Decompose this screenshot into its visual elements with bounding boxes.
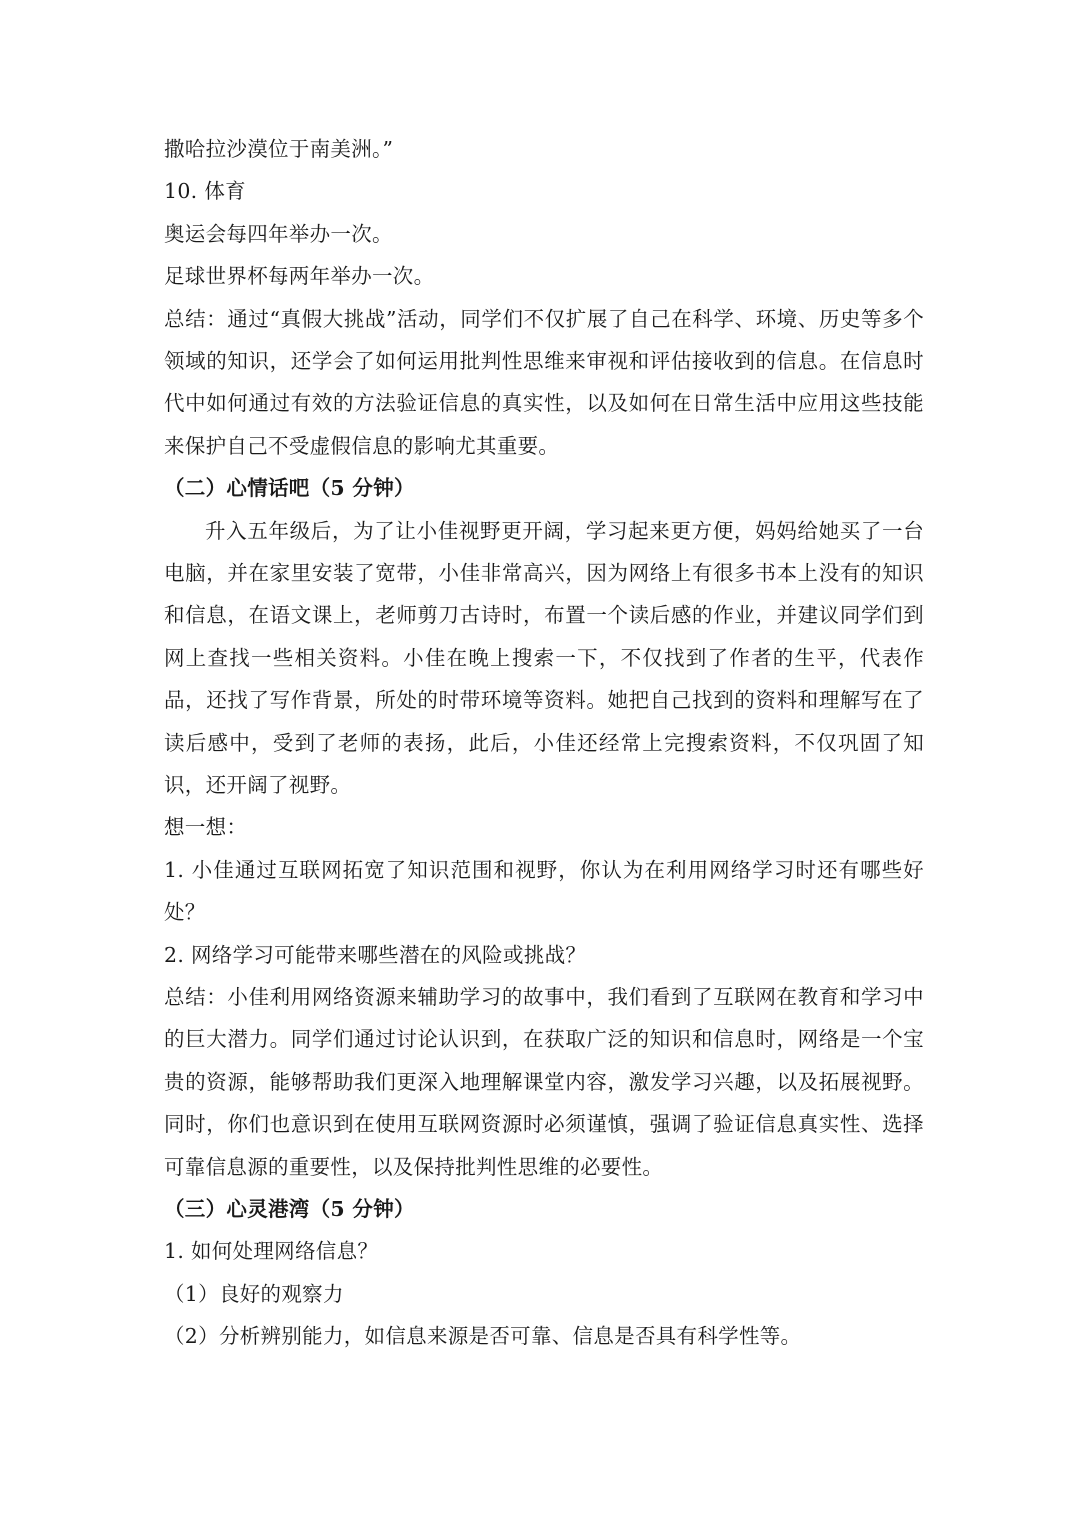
question-item: 1. 小佳通过互联网拓宽了知识范围和视野，你认为在利用网络学习时还有哪些好处？ [164,857,924,925]
section-number-label: 10. 体育 [164,179,246,204]
question-item: 2. 网络学习可能带来哪些潜在的风险或挑战？ [164,942,587,967]
list-item: 1. 如何处理网络信息？ [164,1239,379,1264]
list-item: （2）分析辨别能力，如信息来源是否可靠、信息是否具有科学性等。 [164,1324,802,1349]
list-item: （1）良好的观察力 [164,1281,344,1306]
think-label: 想一想： [164,815,248,840]
text-line: 奥运会每四年举办一次。 [164,221,393,246]
text-line: 足球世界杯每两年举办一次。 [164,264,435,289]
text-line: 撒哈拉沙漠位于南美洲。” [164,137,394,161]
section-heading-soul-harbor: （三）心灵港湾（5 分钟） [164,1197,415,1222]
summary-paragraph: 总结：通过“真假大挑战”活动，同学们不仅扩展了自己在科学、环境、历史等多个领域的知识，还学会了如何运用批判性思维来审视和评估接收到的信息。在信息时代中如何通过有效的方法验证信息的真实性，以及如何在日常生活中应用这些技能来保护自己不受虚假信息的影响尤其重要。 [164,306,924,458]
document-body [164,128,924,1358]
section-heading-mood-talk: （二）心情话吧（5 分钟） [164,476,415,501]
story-paragraph: 升入五年级后，为了让小佳视野更开阔，学习起来更方便，妈妈给她买了一台电脑，并在家里安装了宽带，小佳非常高兴，因为网络上有很多书本上没有的知识和信息，在语文课上，老师剪刀古诗时，布置一个读后感的作业，并建议同学们到网上查找一些相关资料。小佳在晚上搜索一下，不仅找到了作者的生平，代表作品，还找了写作背景，所处的时带环境等资料。她把自己找到的资料和理解写在了读后感中，受到了老师的表扬，此后，小佳还经常上完搜索资料，不仅巩固了知识，还开阔了视野。 [164,518,924,798]
summary-paragraph: 总结：小佳利用网络资源来辅助学习的故事中，我们看到了互联网在教育和学习中的巨大潜力。同学们通过讨论认识到，在获取广泛的知识和信息时，网络是一个宝贵的资源，能够帮助我们更深入地理解课堂内容，激发学习兴趣，以及拓展视野。同时，你们也意识到在使用互联网资源时必须谨慎，强调了验证信息真实性、选择可靠信息源的重要性，以及保持批判性思维的必要性。 [164,985,924,1179]
